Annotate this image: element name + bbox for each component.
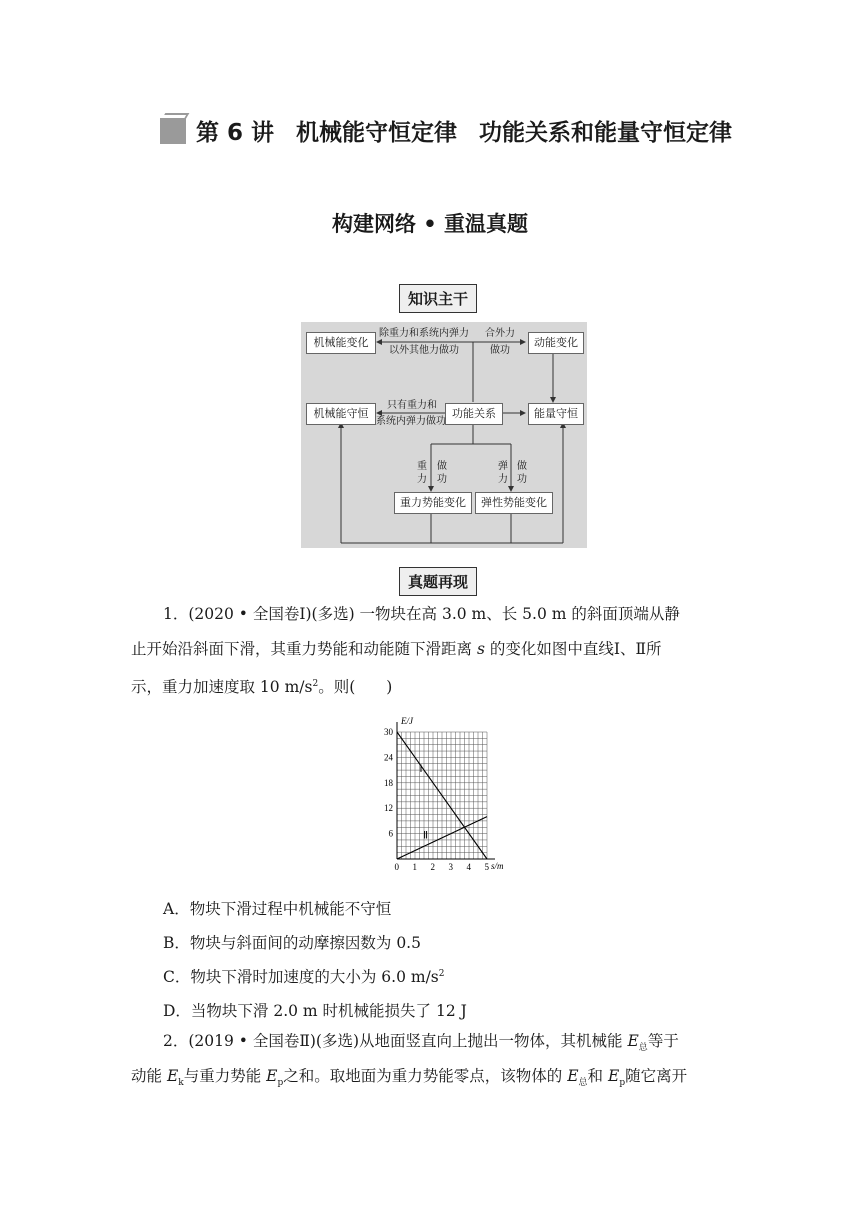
book-icon — [160, 118, 186, 144]
questions-tag: 真题再现 — [399, 567, 477, 596]
label-only-grav-2: 系统内弹力做功 — [376, 416, 446, 427]
q1-line-1: 1．(2020 • 全国卷Ⅰ)(多选) 一物块在高 3.0 m、长 5.0 m 的斜面顶端从静 — [163, 605, 680, 623]
var-s: s — [476, 640, 485, 658]
y-tick-label: 30 — [384, 727, 393, 737]
q1-line-2: 止开始沿斜面下滑，其重力势能和动能随下滑距离 s 的变化如图中直线Ⅰ、Ⅱ所 — [131, 640, 662, 658]
label-elastic-1: 弹 — [498, 461, 508, 472]
chapter-heading — [160, 114, 732, 147]
x-axis-label: s/m — [491, 861, 504, 871]
y-tick-label: 18 — [384, 777, 393, 788]
box-grav-pe-change: 重力势能变化 — [394, 492, 472, 514]
x-tick-label: 4 — [466, 862, 471, 872]
chapter-subtitle: 功能关系和能量守恒定律 — [479, 120, 733, 146]
y-tick-label: 12 — [384, 803, 393, 814]
series-label-1: Ⅰ — [419, 764, 423, 776]
label-work-a1: 做 — [437, 461, 447, 472]
x-tick-label: 1 — [412, 862, 417, 872]
label-elastic-2: 力 — [498, 474, 508, 485]
series-label-2: Ⅱ — [423, 830, 429, 842]
box-ke-change: 动能变化 — [528, 332, 584, 354]
chapter-title: 机械能守恒定律 — [296, 120, 458, 146]
x-tick-label: 0 — [394, 862, 399, 872]
q1-option-c: C．物块下滑时加速度的大小为 6.0 $m/s^2$ — [163, 968, 445, 986]
y-axis-label: E/J — [401, 716, 413, 726]
label-other-force-1: 除重力和系统内弹力 — [379, 328, 469, 339]
energy-distance-chart — [364, 708, 524, 880]
label-work-b2: 功 — [517, 474, 527, 485]
knowledge-tag: 知识主干 — [399, 284, 477, 313]
q1-option-d: D．当物块下滑 2.0 m 时机械能损失了 12 J — [163, 1002, 467, 1020]
q2-line-1: 2．(2019 • 全国卷Ⅱ)(多选)从地面竖直向上抛出一物体，其机械能 $E_总$等于 — [163, 1032, 679, 1054]
label-net-force-2: 做功 — [490, 345, 510, 356]
q2-line-2: 动能 $E_k$与重力势能 $E_p$之和。取地面为重力势能零点，该物体的 $E_总$和 $E_p$随它离开 — [131, 1067, 688, 1089]
x-tick-label: 5 — [484, 862, 489, 872]
label-only-grav-1: 只有重力和 — [387, 400, 437, 411]
knowledge-diagram — [301, 322, 587, 548]
label-other-force-2: 以外其他力做功 — [389, 345, 459, 356]
x-tick-label: 3 — [448, 862, 453, 872]
y-tick-label: 6 — [388, 828, 393, 839]
label-work-a2: 功 — [437, 474, 447, 485]
q1-option-b: B．物块与斜面间的动摩擦因数为 0.5 — [163, 934, 421, 952]
y-tick-label: 24 — [384, 752, 393, 763]
box-energy-conserve: 能量守恒 — [528, 403, 584, 425]
label-grav-1: 重 — [417, 461, 427, 472]
section-title: 构建网络 • 重温真题 — [331, 212, 529, 236]
label-net-force-1: 合外力 — [485, 328, 515, 339]
x-tick-label: 2 — [430, 862, 435, 872]
box-mech-change: 机械能变化 — [306, 332, 376, 354]
label-work-b1: 做 — [517, 461, 527, 472]
label-grav-2: 力 — [417, 474, 427, 485]
box-func-relation: 功能关系 — [445, 403, 503, 425]
q1-option-a: A．物块下滑过程中机械能不守恒 — [163, 900, 392, 918]
q1-line-3: 示，重力加速度取 10 $m/s^2$。则( ) — [131, 678, 393, 697]
chapter-number: 第 6 讲 — [196, 120, 275, 146]
box-elastic-pe-change: 弹性势能变化 — [475, 492, 553, 514]
box-mech-conserve: 机械能守恒 — [306, 403, 376, 425]
